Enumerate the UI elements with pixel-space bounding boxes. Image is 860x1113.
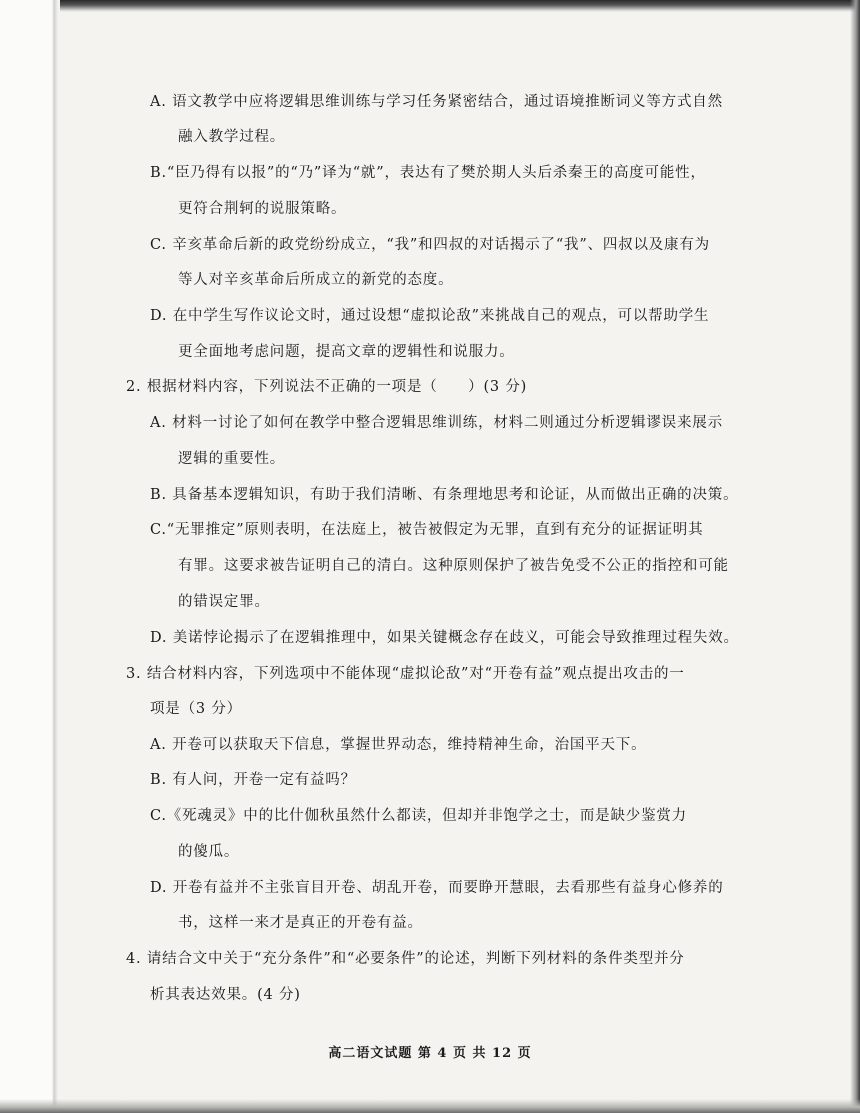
scan-edge-right [850, 0, 860, 1113]
q1-option-a-line1: A. 语文教学中应将逻辑思维训练与学习任务紧密结合，通过语境推断词义等方式自然 [150, 94, 723, 110]
q3-option-d-line2: 书，这样一来才是真正的开卷有益。 [178, 915, 423, 931]
q3-option-b: B. 有人问，开卷一定有益吗？ [150, 772, 356, 788]
q4-stem-line1: 4. 请结合文中关于“充分条件”和“必要条件”的论述，判断下列材料的条件类型并分 [126, 951, 685, 967]
q1-option-a-line2: 融入教学过程。 [178, 129, 286, 145]
q2-option-c-line1: C.“无罪推定”原则表明，在法庭上，被告被假定为无罪，直到有充分的证据证明其 [150, 522, 704, 538]
q2-stem: 2. 根据材料内容，下列说法不正确的一项是（ ）(3 分) [126, 379, 528, 395]
q1-option-d-line1: D. 在中学生写作议论文时，通过设想“虚拟论敌”来挑战自己的观点，可以帮助学生 [150, 308, 710, 324]
page-footer: 高二语文试题 第 4 页 共 12 页 [328, 1046, 532, 1061]
scan-edge-bottom [0, 1099, 860, 1113]
q2-option-c-line3: 的错误定罪。 [178, 594, 270, 610]
q2-option-a-line1: A. 材料一讨论了如何在教学中整合逻辑思维训练，材料二则通过分析逻辑谬误来展示 [150, 415, 723, 431]
q3-option-a: A. 开卷可以获取天下信息，掌握世界动态，维持精神生命，治国平天下。 [150, 737, 647, 753]
scan-edge-left [0, 0, 60, 1113]
q1-option-d-line2: 更全面地考虑问题，提高文章的逻辑性和说服力。 [178, 344, 515, 360]
scan-edge-top [0, 0, 860, 12]
q1-option-b-line1: B.“臣乃得有以报”的“乃”译为“就”，表达有了樊於期人头后杀秦王的高度可能性， [150, 165, 706, 181]
q3-option-d-line1: D. 开卷有益并不主张盲目开卷、胡乱开卷，而要睁开慧眼，去看那些有益身心修养的 [150, 880, 724, 896]
q1-option-c-line2: 等人对辛亥革命后所成立的新党的态度。 [178, 272, 454, 288]
q4-stem-line2: 析其表达效果。(4 分) [150, 987, 301, 1003]
q2-option-a-line2: 逻辑的重要性。 [178, 451, 286, 467]
q3-option-c-line2: 的傻瓜。 [178, 844, 240, 860]
q2-option-b: B. 具备基本逻辑知识，有助于我们清晰、有条理地思考和论证，从而做出正确的决策。 [150, 487, 739, 503]
q1-option-c-line1: C. 辛亥革命后新的政党纷纷成立，“我”和四叔的对话揭示了“我”、四叔以及康有为 [150, 237, 710, 253]
q2-option-c-line2: 有罪。这要求被告证明自己的清白。这种原则保护了被告免受不公正的指控和可能 [178, 558, 729, 574]
q1-option-b-line2: 更符合荆轲的说服策略。 [178, 201, 347, 217]
q2-option-d: D. 美诺悖论揭示了在逻辑推理中，如果关键概念存在歧义，可能会导致推理过程失效。 [150, 630, 739, 646]
q3-option-c-line1: C.《死魂灵》中的比什伽秋虽然什么都读，但却并非饱学之士，而是缺少鉴赏力 [150, 808, 687, 824]
q3-stem-line1: 3. 结合材料内容，下列选项中不能体现“虚拟论敌”对“开卷有益”观点提出攻击的一 [126, 666, 685, 682]
q3-stem-line2: 项是（3 分） [150, 701, 242, 717]
